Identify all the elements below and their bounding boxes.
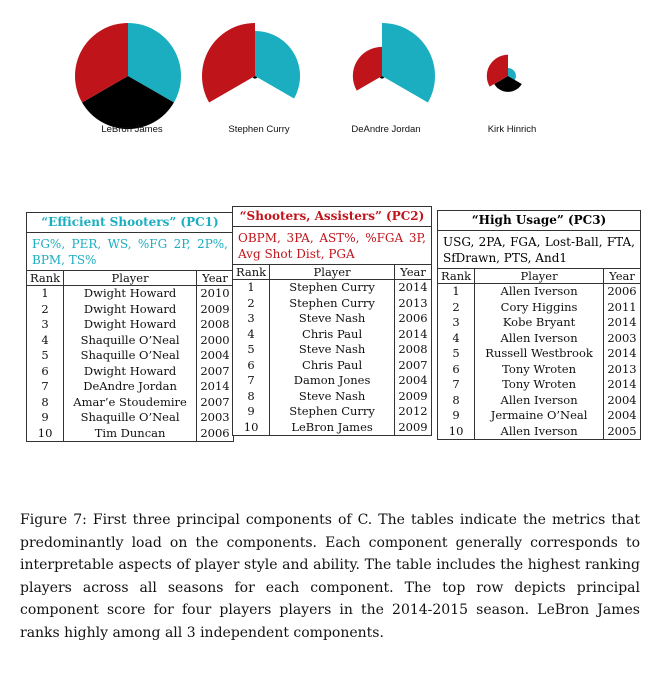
year-cell: 2007: [200, 394, 230, 409]
year-cell: 2007: [200, 363, 230, 378]
pc3-title-text: “High Usage”: [471, 213, 568, 227]
col-year: Year: [395, 265, 432, 280]
pie-label-jordan: DeAndre Jordan: [351, 124, 421, 135]
table-row: [233, 296, 431, 312]
rank-cell: 5: [27, 348, 64, 364]
player-cell: Dwight Howard: [64, 286, 197, 302]
player-cell: Shaquille O’Neal: [64, 333, 197, 349]
year-cell: 2005: [607, 423, 637, 438]
player-cell: Steve Nash: [270, 342, 395, 358]
pie-stephen-curry: [202, 23, 300, 103]
col-year: Year: [197, 271, 234, 286]
rank-cell: 1: [438, 284, 475, 300]
col-player: Player: [475, 269, 604, 284]
rank-cell: 4: [233, 327, 270, 343]
year-cell: 2004: [398, 373, 428, 387]
player-cell: Shaquille O’Neal: [64, 410, 197, 426]
player-cell: Stephen Curry: [270, 296, 395, 312]
table-row: [27, 395, 233, 411]
pc1-title-pc: (PC1): [180, 215, 219, 229]
pc3-ranking-table: [438, 268, 640, 439]
rank-cell: 5: [438, 346, 475, 362]
pc2-ranking-table: [233, 264, 431, 435]
rank-cell: 1: [233, 280, 270, 296]
year-cell: 2004: [200, 348, 230, 362]
year-cell: 2014: [607, 346, 637, 360]
player-cell: Damon Jones: [270, 373, 395, 389]
table-row: [438, 408, 640, 424]
player-cell: Dwight Howard: [64, 364, 197, 380]
rank-cell: 1: [27, 286, 64, 302]
year-cell: 2013: [607, 361, 637, 376]
year-cell: 2008: [398, 342, 428, 356]
rank-cell: 9: [27, 410, 64, 426]
pie-label-curry: Stephen Curry: [228, 124, 290, 135]
year-cell: 2011: [607, 299, 637, 314]
year-cell: 2006: [200, 425, 230, 440]
player-cell: Dwight Howard: [64, 302, 197, 318]
rank-cell: 8: [438, 393, 475, 409]
pie-label-lebron: LeBron James: [101, 124, 163, 135]
year-cell: 2004: [607, 392, 637, 407]
player-cell: Allen Iverson: [475, 331, 604, 347]
table-row: [27, 286, 233, 302]
pc1-title: [27, 213, 233, 232]
player-cell: Steve Nash: [270, 389, 395, 405]
table-row: [438, 346, 640, 362]
pie-lebron-james: [75, 23, 181, 129]
pc1-rows: [27, 286, 233, 442]
rank-cell: 8: [27, 395, 64, 411]
player-cell: DeAndre Jordan: [64, 379, 197, 395]
rank-cell: 7: [438, 377, 475, 393]
year-cell: 2014: [607, 315, 637, 329]
year-cell: 2000: [200, 332, 230, 347]
table-row: [27, 410, 233, 426]
col-rank: Rank: [27, 271, 64, 286]
player-cell: Chris Paul: [270, 358, 395, 374]
player-cell: Russell Westbrook: [475, 346, 604, 362]
table-row: [233, 280, 431, 296]
player-cell: Allen Iverson: [475, 393, 604, 409]
pc3-table: [437, 210, 641, 440]
player-cell: Cory Higgins: [475, 300, 604, 316]
table-row: [233, 373, 431, 389]
player-cell: Stephen Curry: [270, 404, 395, 420]
year-cell: 2012: [398, 404, 428, 418]
pc2-title-text: “Shooters, Assisters”: [239, 209, 387, 223]
table-row: [438, 331, 640, 347]
year-cell: 2014: [607, 377, 637, 391]
table-row: [233, 358, 431, 374]
year-cell: 2009: [398, 388, 428, 403]
year-cell: 2014: [398, 326, 428, 341]
pc2-rows: [233, 280, 431, 436]
year-cell: 2013: [398, 295, 428, 310]
year-cell: 2008: [200, 317, 230, 331]
pc1-ranking-table: [27, 270, 233, 441]
col-player: Player: [270, 265, 395, 280]
rank-cell: 3: [438, 315, 475, 331]
player-cell: LeBron James: [270, 420, 395, 436]
pie-deandre-jordan: [353, 23, 435, 103]
pc3-title-pc: (PC3): [567, 213, 607, 227]
pc2-title: [233, 207, 431, 226]
player-cell: Stephen Curry: [270, 280, 395, 296]
player-cell: Allen Iverson: [475, 424, 604, 440]
rank-cell: 7: [27, 379, 64, 395]
col-rank: Rank: [438, 269, 475, 284]
col-year: Year: [604, 269, 641, 284]
table-header-row: [27, 271, 233, 286]
player-cell: Dwight Howard: [64, 317, 197, 333]
table-row: [27, 379, 233, 395]
year-cell: 2009: [398, 419, 428, 434]
table-row: [438, 424, 640, 440]
rank-cell: 7: [233, 373, 270, 389]
player-cell: Tony Wroten: [475, 362, 604, 378]
table-row: [233, 404, 431, 420]
year-cell: 2003: [200, 410, 230, 424]
rank-cell: 3: [27, 317, 64, 333]
pc2-metrics: OBPM, 3PA, AST%, %FGA 3P, Avg Shot Dist, PGA: [233, 226, 431, 264]
table-row: [438, 362, 640, 378]
rank-cell: 6: [27, 364, 64, 380]
pie-slice-cyan: [255, 31, 300, 99]
rank-cell: 10: [438, 424, 475, 440]
year-cell: 2003: [607, 330, 637, 345]
table-row: [27, 333, 233, 349]
table-row: [233, 342, 431, 358]
rank-cell: 4: [27, 333, 64, 349]
pie-kirk-hinrich: [487, 55, 522, 92]
table-row: [27, 317, 233, 333]
pc2-title-pc: (PC2): [386, 209, 425, 223]
table-row: [438, 315, 640, 331]
year-cell: 2009: [200, 301, 230, 316]
player-cell: Amar’e Stoudemire: [64, 395, 197, 411]
player-cell: Jermaine O’Neal: [475, 408, 604, 424]
table-header-row: [438, 269, 640, 284]
player-cell: Tony Wroten: [475, 377, 604, 393]
player-cell: Chris Paul: [270, 327, 395, 343]
rank-cell: 10: [27, 426, 64, 442]
player-cell: Allen Iverson: [475, 284, 604, 300]
table-row: [438, 284, 640, 300]
pc1-table: [26, 212, 234, 442]
rank-cell: 10: [233, 420, 270, 436]
player-cell: Kobe Bryant: [475, 315, 604, 331]
rank-cell: 9: [233, 404, 270, 420]
table-row: [27, 426, 233, 442]
pc2-table: [232, 206, 432, 436]
year-cell: 2007: [398, 357, 428, 372]
pc3-metrics: USG, 2PA, FGA, Lost-Ball, FTA, SfDrawn, PTS, And1: [438, 230, 640, 268]
figure-caption: Figure 7: First three principal components of C. The tables indicate the metrics that predominantly load on the components. Each component generally corresponds to interpretable aspects of player style and ability. The table includes the highest ranking players across all seasons for each component. The top row depicts principal component score for four players players in the 2014-2015 season. LeBron James ranks highly among all 3 independent components.: [20, 512, 640, 641]
table-row: [438, 393, 640, 409]
player-cell: Steve Nash: [270, 311, 395, 327]
year-cell: 2006: [607, 284, 637, 298]
player-cell: Shaquille O’Neal: [64, 348, 197, 364]
col-rank: Rank: [233, 265, 270, 280]
rank-cell: 6: [233, 358, 270, 374]
pc3-rows: [438, 284, 640, 440]
rank-cell: 3: [233, 311, 270, 327]
col-player: Player: [64, 271, 197, 286]
year-cell: 2014: [200, 379, 230, 393]
table-row: [438, 377, 640, 393]
pie-label-hinrich: Kirk Hinrich: [487, 124, 537, 135]
year-cell: 2004: [607, 408, 637, 422]
pie-slice-red: [353, 47, 382, 91]
year-cell: 2014: [398, 280, 428, 294]
rank-cell: 6: [438, 362, 475, 378]
rank-cell: 5: [233, 342, 270, 358]
pc1-metrics: FG%, PER, WS, %FG 2P, 2P%, BPM, TS%: [27, 232, 233, 270]
rank-cell: 9: [438, 408, 475, 424]
year-cell: 2006: [398, 311, 428, 325]
pie-slice-cyan: [382, 23, 435, 103]
table-row: [27, 302, 233, 318]
table-row: [233, 420, 431, 436]
table-header-row: [233, 265, 431, 280]
table-row: [233, 327, 431, 343]
table-row: [233, 389, 431, 405]
table-row: [438, 300, 640, 316]
pc1-title-text: “Efficient Shooters”: [41, 215, 181, 229]
pc3-title: [438, 211, 640, 230]
rank-cell: 2: [233, 296, 270, 312]
rank-cell: 2: [27, 302, 64, 318]
pie-slice-red: [202, 23, 255, 103]
rank-cell: 8: [233, 389, 270, 405]
table-row: [27, 348, 233, 364]
table-row: [233, 311, 431, 327]
rank-cell: 2: [438, 300, 475, 316]
table-row: [27, 364, 233, 380]
player-cell: Tim Duncan: [64, 426, 197, 442]
year-cell: 2010: [200, 286, 230, 300]
rank-cell: 4: [438, 331, 475, 347]
